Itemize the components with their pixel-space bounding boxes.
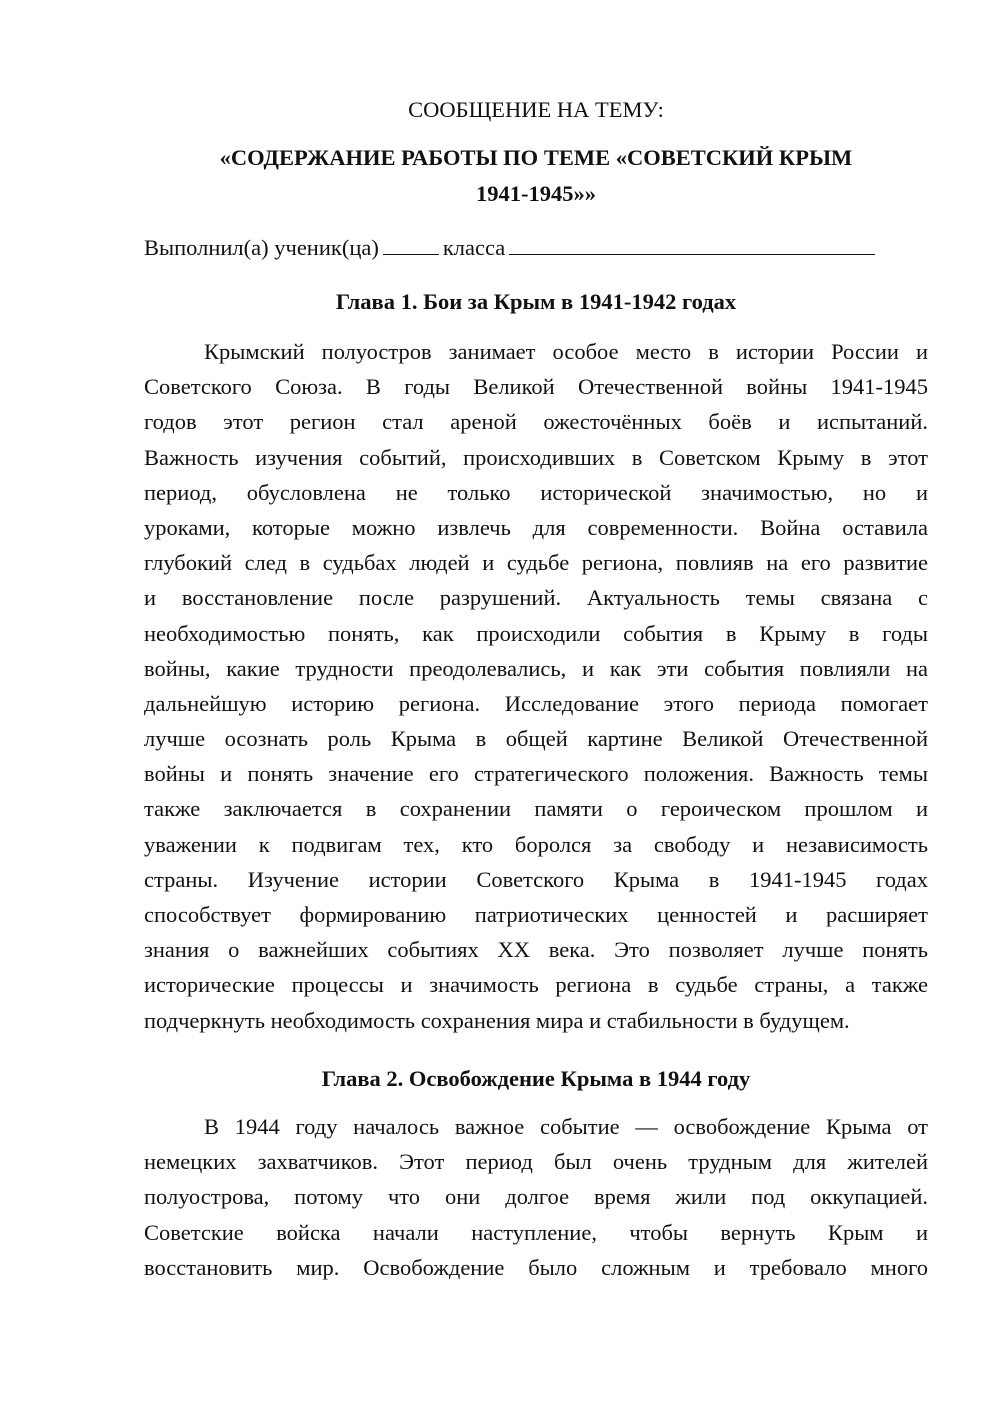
paragraph-line: восстановить мир. Освобождение было сложным и требовало много [144,1254,928,1280]
author-line [144,230,928,265]
author-class-label: класса [442,235,506,260]
paragraph-line: необходимостью понять, как происходили события в Крыму в годы [144,620,928,646]
name-blank [509,230,875,255]
paragraph-line: лучше осознать роль Крыма в общей картине Великой Отечественной [144,726,928,752]
chapter-1-paragraph [144,334,928,1038]
paragraph-line: В 1944 году началось важное событие — освобождение Крыма от [204,1114,928,1139]
paragraph-line: уроками, которые можно извлечь для современности. Война оставила [144,514,928,540]
paragraph-line: уважении к подвигам тех, кто боролся за свободу и независимость [144,831,928,857]
paragraph-line: полуострова, потому что они долгое время жили под оккупацией. [144,1184,928,1210]
paragraph-line: Советские войска начали наступление, чтобы вернуть Крым и [144,1219,928,1245]
header-label: СООБЩЕНИЕ НА ТЕМУ: [408,97,664,122]
paragraph-line: Крымский полуостров занимает особое место в истории России и [204,339,928,364]
paragraph-line: способствует формированию патриотических ценностей и расширяет [144,902,928,927]
paragraph-line: годов этот регион стал ареной ожесточённых боёв и испытаний. [144,409,928,435]
paragraph-line: знания о важнейших событиях XX века. Это позволяет лучше понять [144,937,928,963]
document-title-line-1: «СОДЕРЖАНИЕ РАБОТЫ ПО ТЕМЕ «СОВЕТСКИЙ КРЫМ [219,145,853,170]
paragraph-line: подчеркнуть необходимость сохранения мира и стабильности в будущем. [144,1007,850,1033]
paragraph-line: войны и понять значение его стратегического положения. Важность темы [144,761,928,787]
paragraph-line: страны. Изучение истории Советского Крыма в 1941-1945 годах [144,866,928,892]
paragraph-line: Советского Союза. В годы Великой Отечественной войны 1941-1945 [144,374,928,400]
chapter-1-title: Глава 1. Бои за Крым в 1941-1942 годах [335,289,737,314]
paragraph-line: и восстановление после разрушений. Актуальность темы связана с [144,585,928,611]
paragraph-line: исторические процессы и значимость региона в судьбе страны, а также [144,972,928,998]
paragraph-line: Важность изучения событий, происходивших в Советском Крыму в этот [144,444,928,470]
author-prefix: Выполнил(а) ученик(ца) [144,235,379,260]
paragraph-line: немецких захватчиков. Этот период был очень трудным для жителей [144,1149,928,1175]
paragraph-line: период, обусловлена не только исторической значимостью, но и [144,479,928,505]
chapter-2-title: Глава 2. Освобождение Крыма в 1944 году [321,1066,751,1091]
paragraph-line: также заключается в сохранении памяти о героическом прошлом и [144,796,928,822]
paragraph-line: дальнейшую историю региона. Исследование этого периода помогает [144,690,928,716]
paragraph-line: войны, какие трудности преодолевались, и как эти события повлияли на [144,655,928,681]
document-title-line-2: 1941-1945»» [476,181,596,206]
paragraph-line: глубокий след в судьбах людей и судьбе региона, повлияв на его развитие [144,550,928,576]
chapter-2-paragraph [144,1109,928,1285]
class-blank [383,230,439,255]
